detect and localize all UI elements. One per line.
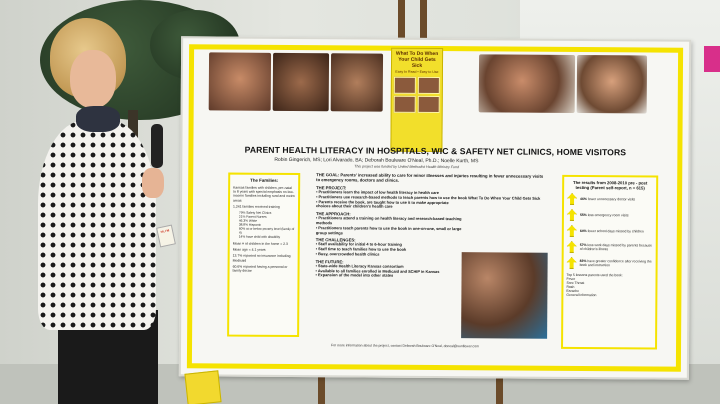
child-photo-1 [209,52,271,110]
result-stat [567,241,653,254]
top5-item: Earache [566,289,580,294]
approach-item: • Practitioners attend a training on health literacy and research-based teaching methods [315,215,462,226]
stat-text: have greater confidence after receiving the book and instruction [579,258,652,268]
approach-title: THE APPROACH: [315,211,351,217]
up-arrow-icon [567,225,577,237]
mother-child-photo [479,54,575,113]
families-list-item: 79% Safety Net Clinics [238,210,272,215]
book-cover-photos [394,77,440,113]
challenges-title: THE CHALLENGES: [315,237,356,243]
goal-text: THE GOAL: Parents' increased ability to care for minor illnesses and injuries resulting in fewer unnecessary visits to emergency rooms, doctors and clinics. [316,172,544,183]
poster-headline: PARENT HEALTH LITERACY IN HOSPITALS, WIC & SAFETY NET CLINICS, HOME VISITORS [244,144,627,158]
project-item: • Practitioners use research-based methods to teach parents how to use the book What To Do When Your Child Gets Sick [316,193,541,201]
book-photo [418,96,440,113]
project-item: • Practitioners learn the impact of low health literacy in health care [316,189,440,196]
families-list-item: 60% at or below poverty level (family of 4) [238,226,295,235]
stat-percent: 46% [580,196,587,202]
badge-text: HI, I'M [160,228,170,234]
families-personal-doctor: 60.6% reported having a personal or family doctor [232,264,288,273]
stat-text: less emergency room visits [587,213,629,218]
book-cover [390,48,443,152]
up-arrow-icon [567,193,577,205]
easel-foot-right [496,376,503,404]
challenges-item: • Busy, overcrowded health clinics [315,251,380,257]
presenter-hand [142,168,164,198]
top5-item: General Information [566,293,597,298]
yellow-booklet [184,370,221,404]
easel-leg-right [420,0,427,40]
families-box [227,173,300,337]
pink-sign [704,46,720,72]
poster-funding: This project was funded by United Methodist Health Ministry Fund [354,164,459,170]
families-mean-children: Mean # of children in the home = 2.3 [232,241,288,246]
left-photo-strip [209,52,383,111]
families-list-item: 46.3% White [238,218,257,223]
families-intro: Kansas families with children, pre-natal to 8 years with special emphasis on low-income families including rural and metro areas [233,185,295,203]
microphone-icon [151,124,163,168]
top5-item: Rash [566,285,575,290]
top5-item: Fever [566,277,576,282]
result-stat [567,257,653,270]
project-item: • Parents receive the book, are taught how to use it to make appropriate choices about their children's health care [315,198,449,210]
presenter-face [70,50,116,108]
families-list-item: 21% Parent Nurses [238,214,267,219]
book-photo [394,96,416,113]
families-no-insurance: 13.7% reported no insurance including Medicaid [232,254,291,263]
up-arrow-icon [567,257,577,269]
future-item: • Available to all families enrolled in Medicaid and SCHIP in Kansas [315,267,440,274]
up-arrow-icon [567,241,577,253]
child-photo-3 [331,53,383,111]
result-stat [567,225,653,238]
book-subtitle: Easy to Read • Easy to Use [395,69,439,75]
presenter-scarf [76,106,120,132]
book-photo [394,77,416,94]
challenges-item: • Staff time to teach families how to use the book [315,246,407,252]
future-item: • Expansion of the model into other states [315,272,394,279]
book-photo [418,77,440,94]
approach-item: • Practitioners teach parents how to use the book in one-on-one, small or large group settings [315,224,462,235]
book-title: What To Do When Your Child Gets Sick [395,50,439,69]
boy-glasses-photo [577,55,647,113]
family-group-photo [461,252,548,339]
presenter-polka-dot-blouse [38,120,156,330]
stat-text: fewer unnecessary doctor visits [587,197,636,202]
challenges-item: • Staff availability for initial 4 to 6-hour training [315,241,402,248]
up-arrow-icon [567,209,577,221]
future-item: • State-wide Health Literacy Kansas consortium [315,262,404,269]
families-received: 1,241 families received training [232,204,280,209]
families-title: The Families: [250,177,279,183]
easel-foot-left [318,376,325,404]
poster-authors: Robin Gingerich, MS; Lori Alvarado, BA; Deborah Boulware O'Neal, Ph.D.; Noelle Kurth, MS [274,156,479,165]
results-header: The results from 2008-2010 pre - post testing (Parent self-report, n = 615) [573,179,648,191]
future-title: THE FUTURE: [315,258,344,265]
top5-title: Top 5 lessons parents used the book: [566,272,623,278]
easel-leg-left [398,0,405,40]
result-stat [567,193,653,206]
right-photo-strip [479,54,647,113]
families-list-item: 14% have child with disability [238,234,281,239]
stat-text: less work days missed by parents because of children's illness [579,242,652,252]
stat-text: fewer school days missed by children [587,229,644,234]
stat-percent: 57% [579,242,587,247]
research-poster [179,36,691,380]
results-box [561,175,658,350]
stat-percent: 55% [579,212,587,218]
stat-percent: 64% [579,228,587,234]
child-photo-2 [273,53,329,111]
result-stat [567,209,653,222]
families-list-item: 38.8% Hispanic [238,222,262,227]
top5-item: Sore Throat [566,281,585,286]
project-title: THE PROJECT: [316,185,347,191]
families-mean-age: Mean age = 4.1 years [232,247,266,253]
stat-percent: 83% [579,258,587,263]
families-list [239,211,295,239]
contact-line: For more information about the project, contact Deborah Boulware O'Neal, doneal@sunflower.com [331,343,479,349]
